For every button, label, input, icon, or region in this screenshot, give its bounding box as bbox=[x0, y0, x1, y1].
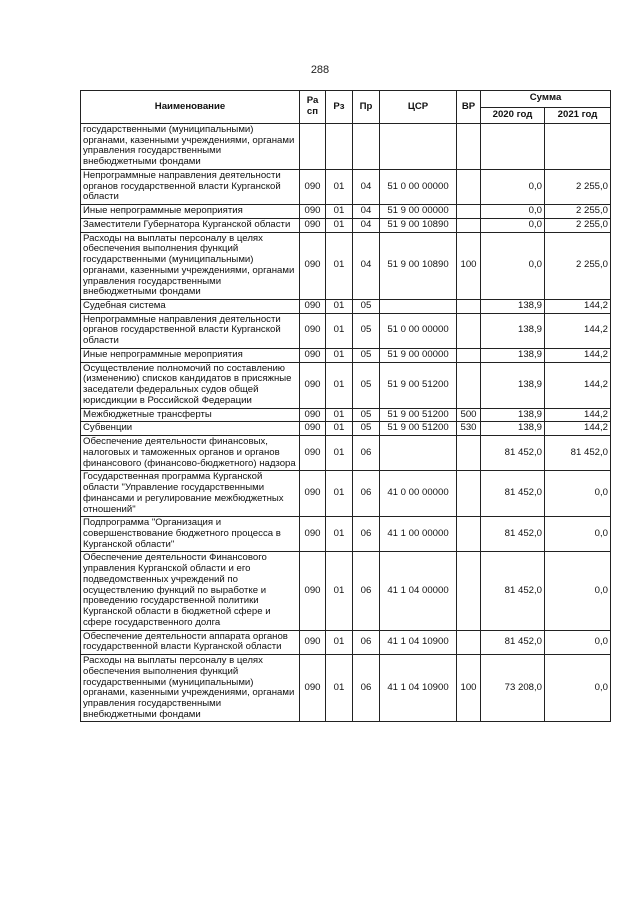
cell-pr: 06 bbox=[353, 436, 380, 471]
cell-name: Непрограммные направления деятельности органов государственной власти Курганской области bbox=[81, 313, 300, 348]
cell-rasp: 090 bbox=[300, 436, 326, 471]
cell-pr: 05 bbox=[353, 362, 380, 408]
cell-2021 bbox=[545, 124, 611, 170]
table-row bbox=[81, 422, 611, 436]
cell-vr bbox=[457, 218, 481, 232]
cell-rasp: 090 bbox=[300, 408, 326, 422]
table-row bbox=[81, 232, 611, 299]
cell-pr: 04 bbox=[353, 169, 380, 204]
cell-rz: 01 bbox=[326, 655, 353, 722]
cell-rz: 01 bbox=[326, 552, 353, 630]
cell-name: Государственная программа Курганской области "Управление государственными финансами и регулирование межбюджетных отношений" bbox=[81, 471, 300, 517]
cell-vr bbox=[457, 169, 481, 204]
cell-rz: 01 bbox=[326, 205, 353, 219]
cell-csr: 41 1 00 00000 bbox=[380, 517, 457, 552]
cell-2020: 81 452,0 bbox=[481, 517, 545, 552]
cell-rasp: 090 bbox=[300, 471, 326, 517]
cell-2021: 144,2 bbox=[545, 313, 611, 348]
table-row bbox=[81, 169, 611, 204]
cell-2021: 144,2 bbox=[545, 348, 611, 362]
cell-pr: 04 bbox=[353, 205, 380, 219]
cell-vr bbox=[457, 517, 481, 552]
header-name: Наименование bbox=[81, 91, 300, 124]
header-2020: 2020 год bbox=[481, 107, 545, 124]
cell-csr bbox=[380, 300, 457, 314]
table-row bbox=[81, 517, 611, 552]
table-row bbox=[81, 218, 611, 232]
page-number: 288 bbox=[310, 64, 330, 76]
cell-2020: 73 208,0 bbox=[481, 655, 545, 722]
table-row bbox=[81, 348, 611, 362]
cell-csr: 51 0 00 00000 bbox=[380, 169, 457, 204]
cell-rasp: 090 bbox=[300, 232, 326, 299]
table-row bbox=[81, 300, 611, 314]
table-row bbox=[81, 362, 611, 408]
cell-pr: 05 bbox=[353, 313, 380, 348]
cell-csr: 51 9 00 51200 bbox=[380, 422, 457, 436]
table-row bbox=[81, 630, 611, 654]
cell-name: Субвенции bbox=[81, 422, 300, 436]
cell-2020: 0,0 bbox=[481, 205, 545, 219]
table-row bbox=[81, 552, 611, 630]
cell-name: Расходы на выплаты персоналу в целях обеспечения выполнения функций государственными (муниципальными) органами, казенными учреждениями, органами управления государственными внебюджетными фондами bbox=[81, 655, 300, 722]
cell-rz: 01 bbox=[326, 300, 353, 314]
cell-csr: 51 9 00 00000 bbox=[380, 205, 457, 219]
cell-rz: 01 bbox=[326, 436, 353, 471]
cell-name: Подпрограмма "Организация и совершенствование бюджетного процесса в Курганской области" bbox=[81, 517, 300, 552]
cell-2021: 2 255,0 bbox=[545, 218, 611, 232]
cell-rasp: 090 bbox=[300, 422, 326, 436]
header-csr: ЦСР bbox=[380, 91, 457, 124]
cell-vr bbox=[457, 436, 481, 471]
table-row bbox=[81, 408, 611, 422]
cell-2021: 0,0 bbox=[545, 552, 611, 630]
cell-name: Обеспечение деятельности Финансового управления Курганской области и его подведомственных учреждений по осуществлению функций по выработке и проведению государственной политики Курганской области в бюджетной сфере и сфере государственного долга bbox=[81, 552, 300, 630]
cell-csr: 41 0 00 00000 bbox=[380, 471, 457, 517]
cell-rz bbox=[326, 124, 353, 170]
cell-vr bbox=[457, 205, 481, 219]
cell-2021: 144,2 bbox=[545, 362, 611, 408]
cell-name: Непрограммные направления деятельности органов государственной власти Курганской области bbox=[81, 169, 300, 204]
cell-name: Осуществление полномочий по составлению (изменению) списков кандидатов в присяжные заседатели федеральных судов общей юрисдикции в Российской Федерации bbox=[81, 362, 300, 408]
cell-2021: 0,0 bbox=[545, 655, 611, 722]
cell-rz: 01 bbox=[326, 313, 353, 348]
header-pr: Пр bbox=[353, 91, 380, 124]
table-row bbox=[81, 313, 611, 348]
cell-vr bbox=[457, 362, 481, 408]
cell-name: Расходы на выплаты персоналу в целях обеспечения выполнения функций государственными (муниципальными) органами, казенными учреждениями, органами управления государственными внебюджетными фондами bbox=[81, 232, 300, 299]
cell-vr bbox=[457, 313, 481, 348]
cell-rasp: 090 bbox=[300, 169, 326, 204]
budget-table bbox=[80, 90, 611, 722]
cell-vr bbox=[457, 552, 481, 630]
cell-name: Иные непрограммные мероприятия bbox=[81, 348, 300, 362]
cell-csr: 51 9 00 51200 bbox=[380, 362, 457, 408]
cell-csr: 41 1 04 10900 bbox=[380, 655, 457, 722]
cell-2020: 81 452,0 bbox=[481, 471, 545, 517]
cell-pr: 04 bbox=[353, 218, 380, 232]
cell-rz: 01 bbox=[326, 630, 353, 654]
cell-2020: 138,9 bbox=[481, 422, 545, 436]
header-summa: Сумма bbox=[481, 91, 611, 108]
cell-2020: 81 452,0 bbox=[481, 630, 545, 654]
cell-vr: 500 bbox=[457, 408, 481, 422]
cell-rz: 01 bbox=[326, 422, 353, 436]
cell-2020: 138,9 bbox=[481, 408, 545, 422]
cell-rz: 01 bbox=[326, 348, 353, 362]
cell-vr: 100 bbox=[457, 232, 481, 299]
cell-2020: 138,9 bbox=[481, 313, 545, 348]
cell-vr bbox=[457, 348, 481, 362]
cell-name: государственными (муниципальными) органами, казенными учреждениями, органами управления государственными внебюджетными фондами bbox=[81, 124, 300, 170]
cell-rasp: 090 bbox=[300, 517, 326, 552]
cell-pr: 06 bbox=[353, 630, 380, 654]
cell-pr: 04 bbox=[353, 232, 380, 299]
cell-name: Межбюджетные трансферты bbox=[81, 408, 300, 422]
cell-2021: 0,0 bbox=[545, 630, 611, 654]
cell-rz: 01 bbox=[326, 169, 353, 204]
cell-csr: 51 9 00 00000 bbox=[380, 348, 457, 362]
cell-csr bbox=[380, 124, 457, 170]
cell-vr bbox=[457, 471, 481, 517]
cell-2021: 0,0 bbox=[545, 471, 611, 517]
cell-2021: 2 255,0 bbox=[545, 205, 611, 219]
cell-csr: 41 1 04 10900 bbox=[380, 630, 457, 654]
cell-rasp: 090 bbox=[300, 655, 326, 722]
cell-csr: 51 9 00 10890 bbox=[380, 232, 457, 299]
cell-rasp bbox=[300, 124, 326, 170]
cell-vr: 100 bbox=[457, 655, 481, 722]
cell-pr: 06 bbox=[353, 517, 380, 552]
cell-2020: 81 452,0 bbox=[481, 436, 545, 471]
cell-2020: 138,9 bbox=[481, 300, 545, 314]
cell-rz: 01 bbox=[326, 232, 353, 299]
cell-rz: 01 bbox=[326, 218, 353, 232]
cell-rz: 01 bbox=[326, 362, 353, 408]
cell-2021: 0,0 bbox=[545, 517, 611, 552]
cell-name: Судебная система bbox=[81, 300, 300, 314]
cell-2021: 2 255,0 bbox=[545, 169, 611, 204]
cell-name: Обеспечение деятельности аппарата органов государственной власти Курганской области bbox=[81, 630, 300, 654]
cell-pr bbox=[353, 124, 380, 170]
cell-name: Заместители Губернатора Курганской области bbox=[81, 218, 300, 232]
header-vr: ВР bbox=[457, 91, 481, 124]
cell-vr bbox=[457, 630, 481, 654]
cell-2021: 2 255,0 bbox=[545, 232, 611, 299]
cell-2020: 81 452,0 bbox=[481, 552, 545, 630]
cell-pr: 05 bbox=[353, 408, 380, 422]
cell-rasp: 090 bbox=[300, 218, 326, 232]
cell-2021: 144,2 bbox=[545, 422, 611, 436]
cell-2020 bbox=[481, 124, 545, 170]
cell-2021: 144,2 bbox=[545, 408, 611, 422]
cell-pr: 06 bbox=[353, 655, 380, 722]
cell-rasp: 090 bbox=[300, 313, 326, 348]
cell-pr: 06 bbox=[353, 552, 380, 630]
table-row bbox=[81, 124, 611, 170]
cell-vr bbox=[457, 300, 481, 314]
cell-csr: 51 0 00 00000 bbox=[380, 313, 457, 348]
cell-vr: 530 bbox=[457, 422, 481, 436]
header-2021: 2021 год bbox=[545, 107, 611, 124]
cell-name: Обеспечение деятельности финансовых, налоговых и таможенных органов и органов финансового (финансово-бюджетного) надзора bbox=[81, 436, 300, 471]
cell-rasp: 090 bbox=[300, 205, 326, 219]
cell-2021: 144,2 bbox=[545, 300, 611, 314]
cell-2020: 0,0 bbox=[481, 169, 545, 204]
cell-rz: 01 bbox=[326, 517, 353, 552]
table-row bbox=[81, 205, 611, 219]
cell-rasp: 090 bbox=[300, 552, 326, 630]
cell-2020: 0,0 bbox=[481, 232, 545, 299]
header-rz: Рз bbox=[326, 91, 353, 124]
cell-csr bbox=[380, 436, 457, 471]
header-rasp: Ра сп bbox=[300, 91, 326, 124]
cell-rasp: 090 bbox=[300, 348, 326, 362]
cell-2021: 81 452,0 bbox=[545, 436, 611, 471]
cell-pr: 05 bbox=[353, 300, 380, 314]
table-row bbox=[81, 436, 611, 471]
cell-rz: 01 bbox=[326, 408, 353, 422]
cell-2020: 138,9 bbox=[481, 348, 545, 362]
cell-csr: 51 9 00 51200 bbox=[380, 408, 457, 422]
table-row bbox=[81, 471, 611, 517]
cell-rasp: 090 bbox=[300, 362, 326, 408]
cell-rasp: 090 bbox=[300, 300, 326, 314]
cell-csr: 51 9 00 10890 bbox=[380, 218, 457, 232]
table-row bbox=[81, 655, 611, 722]
cell-csr: 41 1 04 00000 bbox=[380, 552, 457, 630]
cell-pr: 06 bbox=[353, 471, 380, 517]
cell-rz: 01 bbox=[326, 471, 353, 517]
cell-pr: 05 bbox=[353, 422, 380, 436]
cell-2020: 138,9 bbox=[481, 362, 545, 408]
cell-name: Иные непрограммные мероприятия bbox=[81, 205, 300, 219]
cell-vr bbox=[457, 124, 481, 170]
cell-rasp: 090 bbox=[300, 630, 326, 654]
cell-pr: 05 bbox=[353, 348, 380, 362]
cell-2020: 0,0 bbox=[481, 218, 545, 232]
